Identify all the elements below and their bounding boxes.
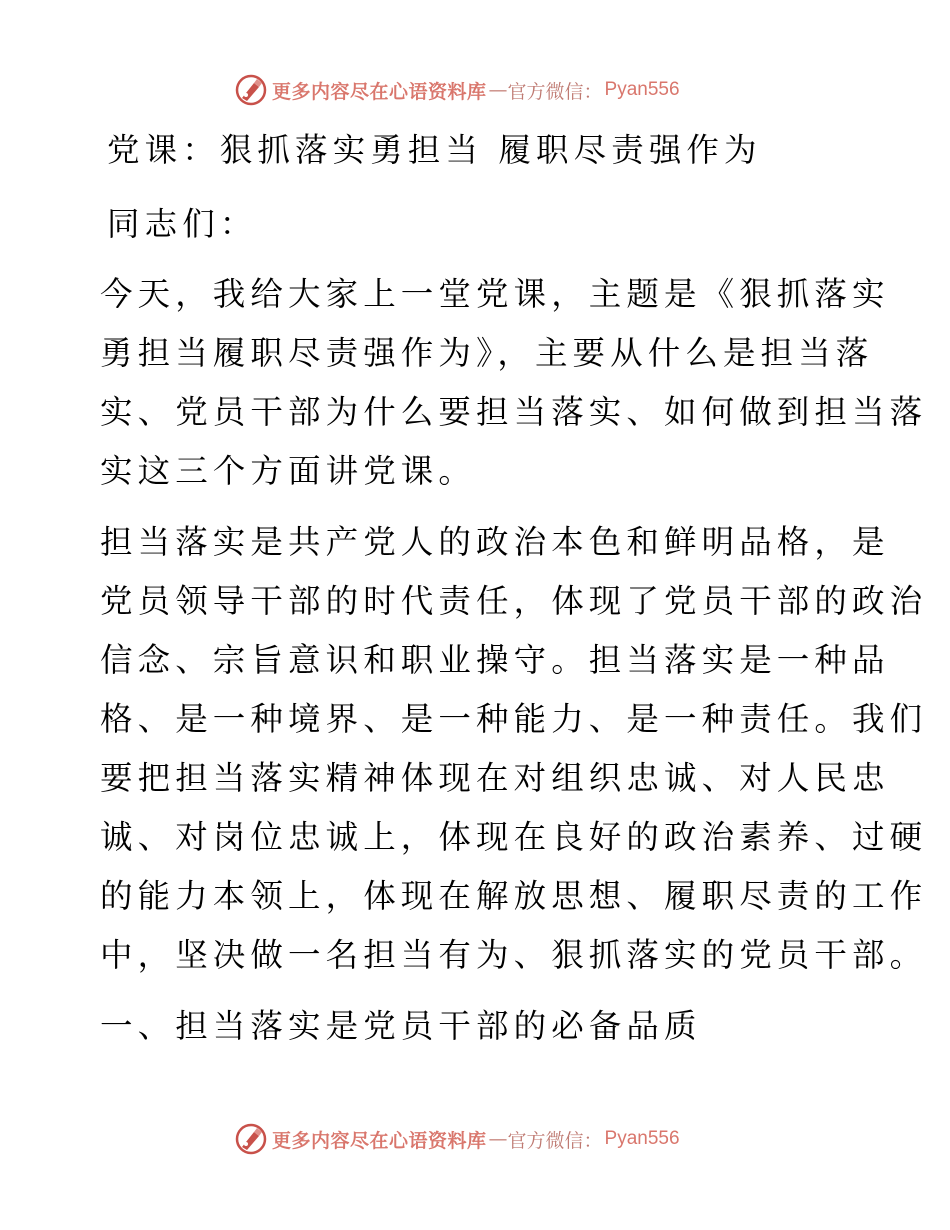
paragraph-line: 实这三个方面讲党课。 bbox=[100, 452, 477, 490]
watermark-text: 更多内容尽在心语资料库 bbox=[272, 1129, 487, 1152]
paragraph-line: 今天，我给大家上一堂党课，主题是《狠抓落实 bbox=[100, 275, 890, 313]
paragraph-line: 党员领导干部的时代责任，体现了党员干部的政治 bbox=[100, 582, 928, 620]
paragraph-line: 诚、对岗位忠诚上，体现在良好的政治素养、过硬 bbox=[100, 818, 928, 856]
paragraph-line: 担当落实是共产党人的政治本色和鲜明品格，是 bbox=[100, 523, 890, 561]
pen-logo-icon bbox=[234, 73, 268, 107]
paragraph-line: 勇担当履职尽责强作为》，主要从什么是担当落 bbox=[100, 334, 874, 372]
pen-logo-icon bbox=[234, 1122, 268, 1156]
paragraph-line: 格、是一种境界、是一种能力、是一种责任。我们 bbox=[100, 700, 928, 738]
document-title: 党课：狠抓落实勇担当 履职尽责强作为 bbox=[107, 131, 762, 169]
watermark-footer bbox=[234, 1121, 680, 1157]
watermark-sub: 官方微信： bbox=[507, 80, 603, 103]
paragraph-line: 中，坚决做一名担当有为、狠抓落实的党员干部。 bbox=[100, 936, 928, 974]
paragraph-line: 实、党员干部为什么要担当落实、如何做到担当落 bbox=[100, 393, 928, 431]
paragraph-line: 的能力本领上，体现在解放思想、履职尽责的工作 bbox=[100, 877, 928, 915]
watermark-separator: — bbox=[488, 1128, 508, 1150]
paragraph-line: 信念、宗旨意识和职业操守。担当落实是一种品 bbox=[100, 641, 890, 679]
salutation: 同志们： bbox=[107, 205, 258, 243]
watermark-text: 更多内容尽在心语资料库 bbox=[272, 80, 487, 103]
watermark-sub: 官方微信： bbox=[507, 1129, 603, 1152]
paragraph-line: 要把担当落实精神体现在对组织忠诚、对人民忠 bbox=[100, 759, 890, 797]
section-heading: 一、担当落实是党员干部的必备品质 bbox=[100, 1007, 702, 1045]
watermark-header bbox=[234, 72, 680, 108]
watermark-id: Pyan556 bbox=[604, 1128, 680, 1149]
watermark-separator: — bbox=[488, 79, 508, 101]
watermark-id: Pyan556 bbox=[604, 79, 680, 100]
